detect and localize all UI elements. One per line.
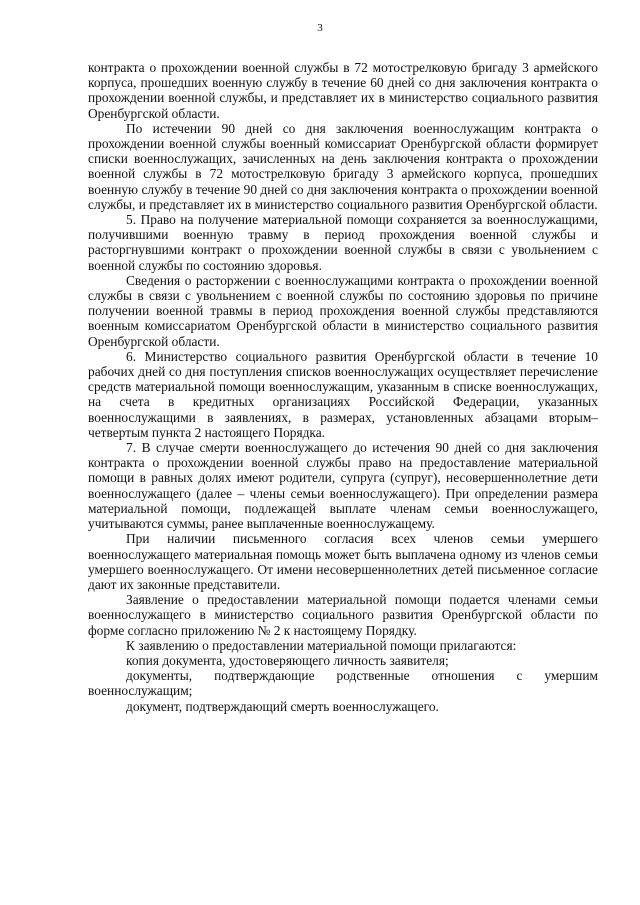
- paragraph-written-consent: При наличии письменного согласия всех членов семьи умершего военнослужащего материальная помощь может быть выплачена одному из членов семьи умершего военнослужащего. От имени несовершеннолетних детей письменное согласие дают их законные представители.: [88, 531, 598, 592]
- paragraph-attachments-intro: К заявлению о предоставлении материальной помощи прилагаются:: [126, 637, 517, 653]
- paragraph-item-7: 7. В случае смерти военнослужащего до истечения 90 дней со дня заключения контракта о прохождении военной службы право на предоставление материальной помощи в равных долях имеют родители, супруга (супруг), несовершеннолетние дети военнослужащего (далее – члены семьи военнослужащего). При определении размера материальной помощи, подлежащей выплате членам семьи военнослужащего, учитываются суммы, ранее выплаченные военнослужащему.: [88, 440, 598, 532]
- list-item-death-document: документ, подтверждающий смерть военнослужащего.: [126, 698, 439, 714]
- paragraph-application: Заявление о предоставлении материальной помощи подается членами семьи военнослужащего в министерство социального развития Оренбургской области по форме согласно приложению № 2 к настоящему Порядку.: [88, 592, 598, 638]
- list-item-kinship-documents: документы, подтверждающие родственные отношения с умершим военнослужащим;: [88, 668, 598, 699]
- paragraph-continuation: контракта о прохождении военной службы в 72 мотострелковую бригаду 3 армейского корпуса, прошедших военную службу в течение 60 дней со дня заключения контракта о прохождении военной службы, и представляет их в министерство социального развития Оренбургской области.: [88, 60, 598, 121]
- paragraph-item-5: 5. Право на получение материальной помощи сохраняется за военнослужащими, получившими военную травму в период прохождения военной службы и расторгнувшими контракт о прохождении военной службы в связи с увольнением с военной службы по состоянию здоровья.: [88, 212, 598, 273]
- document-body: [88, 60, 598, 714]
- paragraph-contract-termination-info: Сведения о расторжении с военнослужащими контракта о прохождении военной службы в связи с увольнением с военной службы по состоянию здоровья по причине получении военной травмы в период прохождения военной службы представляются военным комиссариатом Оренбургской области в министерство социального развития Оренбургской области.: [88, 272, 598, 349]
- list-item-identity-copy: копия документа, удостоверяющего личность заявителя;: [126, 652, 449, 668]
- paragraph-item-6: 6. Министерство социального развития Оренбургской области в течение 10 рабочих дней со дня поступления списков военнослужащих осуществляет перечисление средств материальной помощи военнослужащим, указанным в списке военнослужащих, на счета в кредитных организациях Российской Федерации, указанных военнослужащими в заявлениях, в размерах, установленных абзацами вторым–четвертым пункта 2 настоящего Порядка.: [88, 348, 598, 440]
- paragraph-90-days-lists: По истечении 90 дней со дня заключения военнослужащим контракта о прохождении военной службы военный комиссариат Оренбургской области формирует списки военнослужащих, зачисленных на день заключения контракта о прохождении военной службы в 72 мотострелковую бригаду 3 армейского корпуса, прошедших военную службу в течение 90 дней со дня заключения контракта о прохождении военной службы, и представляет их в министерство социального развития Оренбургской области.: [88, 120, 598, 212]
- page-number: 3: [317, 22, 323, 34]
